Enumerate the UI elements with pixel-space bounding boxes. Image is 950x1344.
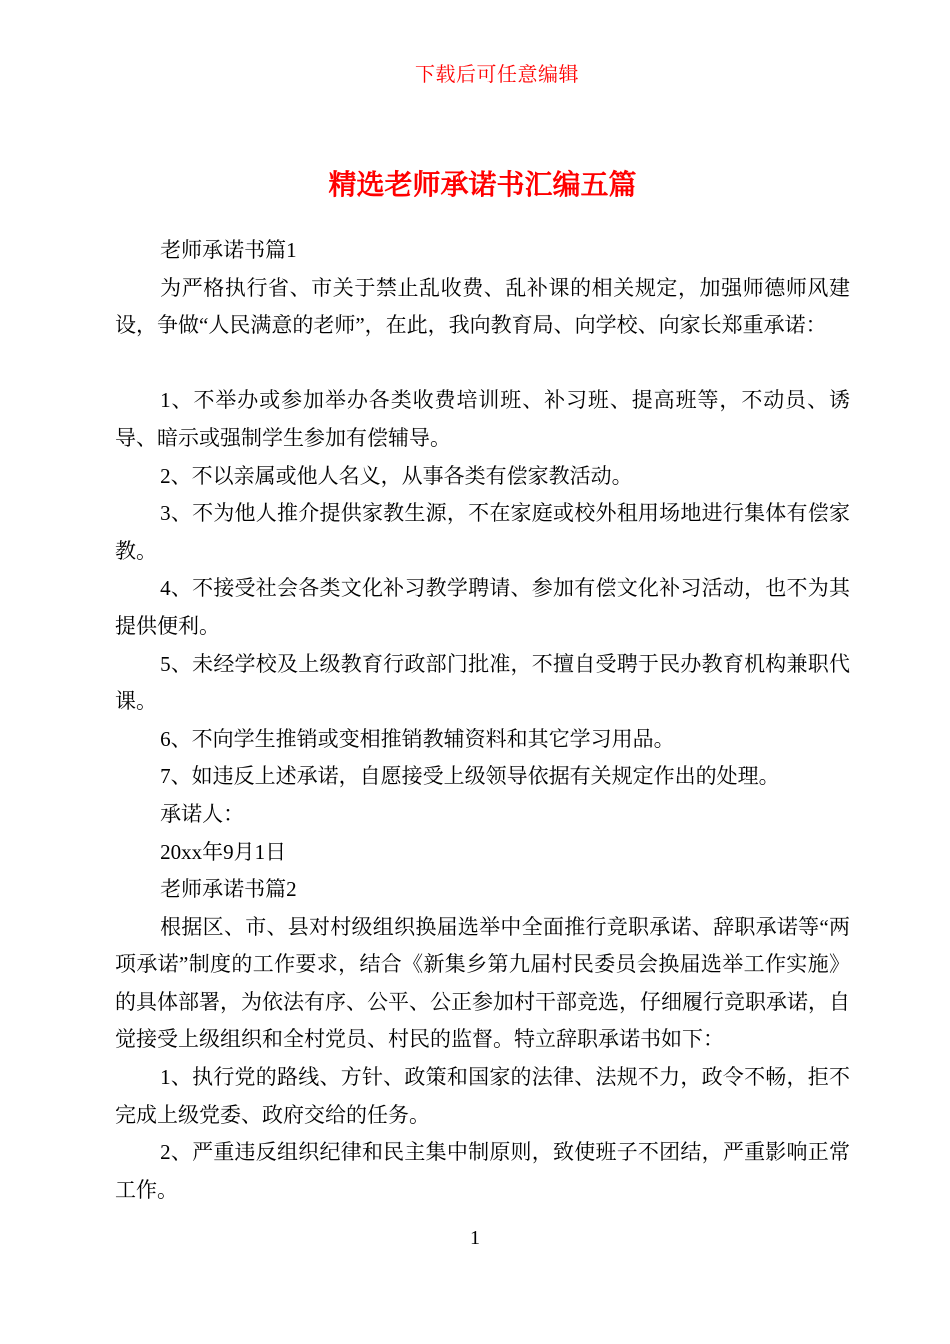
commitment-item-6: 6、不向学生推销或变相推销教辅资料和其它学习用品。 <box>160 726 675 751</box>
section-2-heading: 老师承诺书篇2 <box>160 877 297 902</box>
resignation-item-1: 1、执行党的路线、方针、政策和国家的法律、法规不力，政令不畅，拒不完成上级党委、政府交给的任务。 <box>115 1065 850 1127</box>
commitment-item-7: 7、如违反上述承诺，自愿接受上级领导依据有关规定作出的处理。 <box>160 764 780 789</box>
commitment-item-4: 4、不接受社会各类文化补习教学聘请、参加有偿文化补习活动，也不为其提供便利。 <box>115 576 850 638</box>
commitment-item-2: 2、不以亲属或他人名义，从事各类有偿家教活动。 <box>160 463 633 488</box>
signature-date: 20xx年9月1日 <box>160 839 287 864</box>
download-edit-note: 下载后可任意编辑 <box>415 64 579 86</box>
section-1-intro: 为严格执行省、市关于禁止乱收费、乱补课的相关规定，加强师德师风建设，争做“人民满意的老师”，在此，我向教育局、向学校、向家长郑重承诺： <box>115 275 850 338</box>
resignation-item-2: 2、严重违反组织纪律和民主集中制原则，致使班子不团结，严重影响正常工作。 <box>115 1140 850 1202</box>
commitment-item-1: 1、不举办或参加举办各类收费培训班、补习班、提高班等，不动员、诱导、暗示或强制学生参加有偿辅导。 <box>115 388 850 450</box>
document-body <box>115 232 850 1209</box>
page-number: 1 <box>470 1227 480 1249</box>
commitment-item-5: 5、未经学校及上级教育行政部门批准，不擅自受聘于民办教育机构兼职代课。 <box>115 651 850 714</box>
section-2-intro: 根据区、市、县对村级组织换届选举中全面推行竞职承诺、辞职承诺等“两项承诺”制度的工作要求，结合《新集乡第九届村民委员会换届选举工作实施》的具体部署，为依法有序、公平、公正参加村干部竞选，仔细履行竞职承诺，自觉接受上级组织和全村党员、村民的监督。特立辞职承诺书如下： <box>115 914 850 1052</box>
commitment-item-3: 3、不为他人推介提供家教生源，不在家庭或校外租用场地进行集体有偿家教。 <box>115 501 850 563</box>
signature-label: 承诺人： <box>160 801 245 826</box>
section-1-heading: 老师承诺书篇1 <box>160 238 297 262</box>
document-title: 精选老师承诺书汇编五篇 <box>328 169 637 201</box>
blank-line <box>115 345 850 383</box>
